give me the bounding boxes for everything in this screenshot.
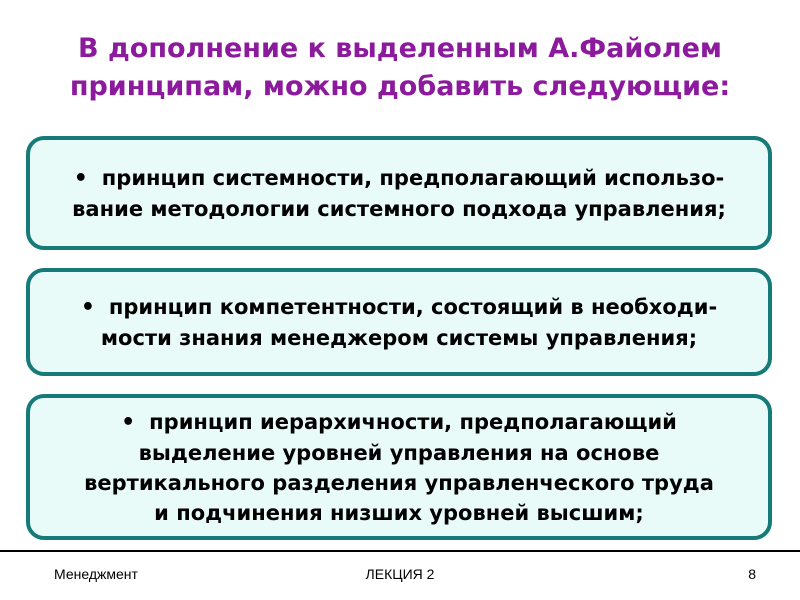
principle-box-hierarchy-line-4: и подчинения низших уровней высшим; <box>154 500 644 525</box>
footer-course-name: Менеджмент <box>54 566 138 582</box>
principle-text: принцип системности, предполагающий использо- <box>101 165 725 190</box>
slide-title-line-2: принципам, можно добавить следующие: <box>69 71 731 102</box>
principle-box-systemic <box>26 136 772 250</box>
bullet-icon: • <box>73 165 88 191</box>
footer-divider <box>0 550 800 552</box>
principle-text: принцип компетентности, состоящий в необходи- <box>108 294 718 319</box>
principle-box-systemic-line-2: вание методологии системного подхода управления; <box>72 196 726 221</box>
principle-box-competence-line-1 <box>30 292 768 323</box>
bullet-icon: • <box>121 409 136 435</box>
footer-lecture-label: ЛЕКЦИЯ 2 <box>365 566 435 582</box>
principle-box-hierarchy-line-3: вертикального разделения управленческого труда <box>84 470 714 495</box>
slide-title-line-1: В дополнение к выделенным А.Файолем <box>78 33 722 64</box>
principle-text: принцип иерархичности, предполагающий <box>149 409 677 434</box>
footer-page-number: 8 <box>748 566 756 582</box>
principle-box-hierarchy-line-1 <box>30 407 768 438</box>
principle-box-competence-line-2: мости знания менеджером системы управления; <box>100 325 698 350</box>
bullet-icon: • <box>80 294 95 320</box>
principle-box-hierarchy <box>26 394 772 540</box>
principle-box-competence <box>26 268 772 376</box>
slide-title <box>20 30 780 106</box>
principle-box-hierarchy-line-2: выделение уровней управления на основе <box>138 440 660 465</box>
principle-box-systemic-line-1 <box>30 163 768 194</box>
